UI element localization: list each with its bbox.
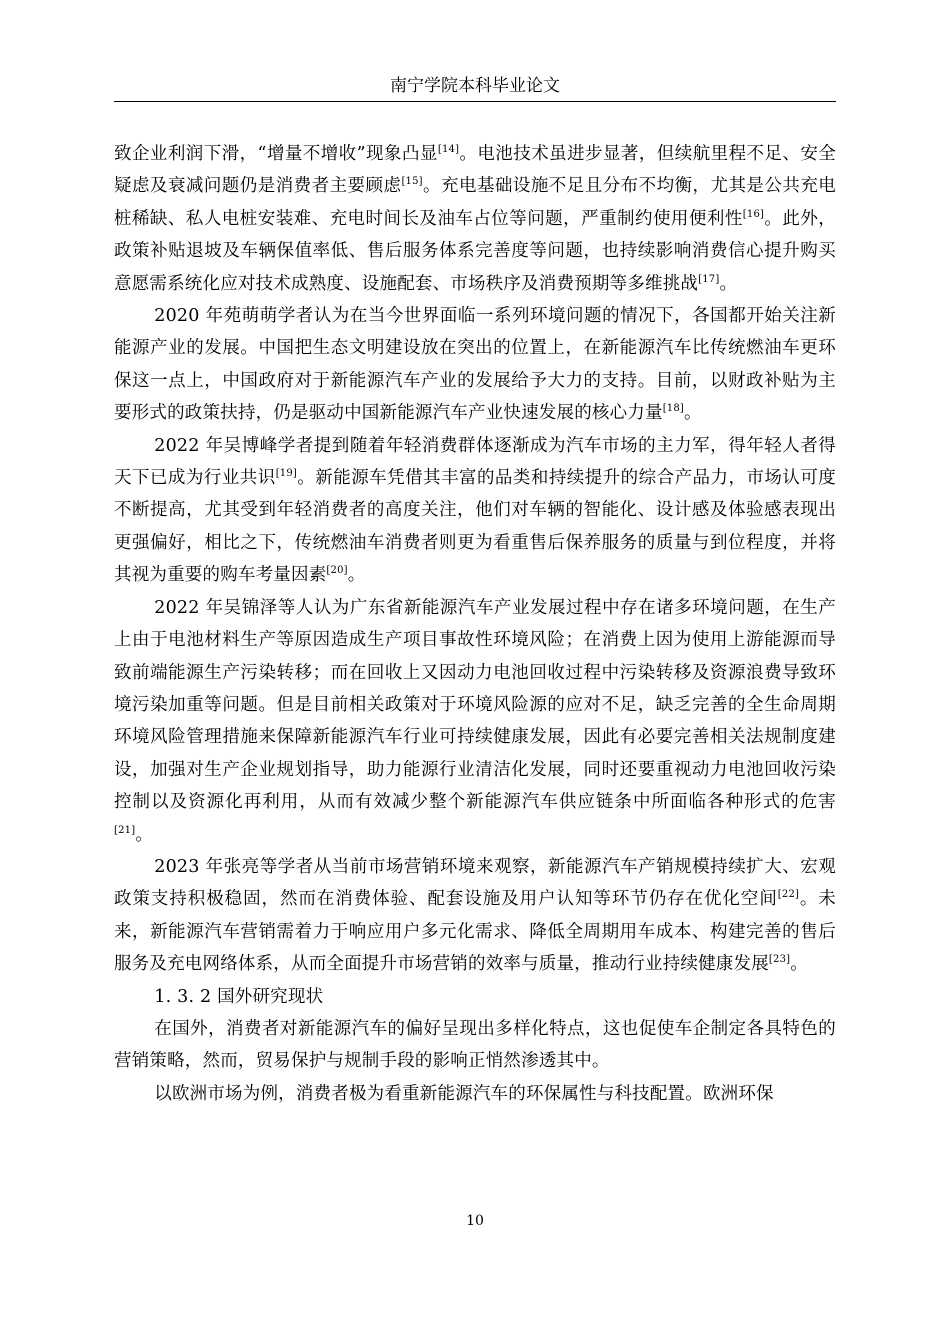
paragraph-text: 。充电基础设施不足且分布不均衡，尤其是公共充电桩稀缺、私人电桩安装难、充电时间长及油车占位等问题，严重制约使用便利性: [114, 176, 836, 229]
citation-ref: [17]: [698, 273, 720, 285]
document-body: [114, 138, 836, 1110]
body-paragraph: [114, 138, 836, 300]
paragraph-text: 2023 年张亮等学者从当前市场营销环境来观察，新能源汽车产销规模持续扩大、宏观政策支持积极稳固，然而在消费体验、配套设施及用户认知等环节仍存在优化空间: [114, 856, 836, 910]
header-rule: [114, 101, 836, 102]
paragraph-text: 。此外，政策补贴退坡及车辆保值率低、售后服务体系完善度等问题，也持续影响消费信心提升购买意愿需系统化应对技术成熟度、设施配套、市场秩序及消费预期等多维挑战: [114, 208, 836, 294]
paragraph-text: 2020 年苑萌萌学者认为在当今世界面临一系列环境问题的情况下，各国都开始关注新能源产业的发展。中国把生态文明建设放在突出的位置上，在新能源汽车比传统燃油车更环保这一点上，中国政府对于新能源汽车产业的发展给予大力的支持。目前，以财政补贴为主要形式的政策扶持，仍是驱动中国新能源汽车产业快速发展的核心力量: [114, 306, 836, 424]
paragraph-text: 致企业利润下滑，“增量不增收”现象凸显: [114, 144, 438, 164]
paragraph-text: 1. 3. 2 国外研究现状: [154, 986, 324, 1007]
paragraph-text: 。: [135, 824, 154, 845]
body-paragraph: [114, 1078, 836, 1110]
paragraph-text: 。: [684, 403, 702, 424]
citation-ref: [20]: [326, 565, 348, 577]
body-paragraph: [114, 430, 836, 592]
citation-ref: [18]: [662, 403, 685, 415]
citation-ref: [15]: [401, 176, 423, 188]
page-header: 南宁学院本科毕业论文: [390, 76, 560, 96]
paragraph-text: 。: [347, 565, 366, 586]
citation-ref: [19]: [275, 468, 298, 480]
paragraph-text: 2022 年吴锦泽等人认为广东省新能源汽车产业发展过程中存在诸多环境问题，在生产上由于电池材料生产等原因造成生产项目事故性环境风险；在消费上因为使用上游能源而导致前端能源生产污染转移；而在回收上又因动力电池回收过程中污染转移及资源浪费导致环境污染加重等问题。但是目前相关政策对于环境风险源的应对不足，缺乏完善的全生命周期环境风险管理措施来保障新能源汽车行业可持续健康发展，因此有必要完善相关法规制度建设，加强对生产企业规划指导，助力能源行业清洁化发展，同时还要重视动力电池回收污染控制以及资源化再利用，从而有效减少整个新能源汽车供应链条中所面临各种形式的危害: [114, 597, 836, 813]
paragraph-text: 。: [719, 273, 738, 294]
citation-ref: [23]: [768, 954, 791, 966]
citation-ref: [16]: [742, 208, 765, 220]
paragraph-text: 。未来，新能源汽车营销需着力于响应用户多元化需求、降低全周期用车成本、构建完善的售后服务及充电网络体系，从而全面提升市场营销的效率与质量，推动行业持续健康发展: [114, 889, 837, 975]
paragraph-text: 在国外，消费者对新能源汽车的偏好呈现出多样化特点，这也促使车企制定各具特色的营销策略，然而，贸易保护与规制手段的影响正悄然渗透其中。: [114, 1018, 836, 1072]
citation-ref: [21]: [114, 824, 136, 836]
citation-ref: [14]: [437, 144, 460, 155]
paragraph-text: 。新能源车凭借其丰富的品类和持续提升的综合产品力，市场认可度不断提高，尤其受到年轻消费者的高度关注，他们对车辆的智能化、设计感及体验感表现出更强偏好，相比之下，传统燃油车消费者则更为看重售后保养服务的质量与到位程度，并将其视为重要的购车考量因素: [114, 468, 836, 586]
section-heading: [114, 981, 836, 1013]
paragraph-text: 。电池技术虽进步显著，但续航里程不足、安全疑虑及衰减问题仍是消费者主要顾虑: [114, 144, 836, 197]
body-paragraph: [114, 851, 836, 981]
body-paragraph: [114, 300, 836, 430]
body-paragraph: [114, 592, 836, 851]
body-paragraph: [114, 1013, 836, 1078]
paragraph-text: 。: [790, 954, 808, 975]
citation-ref: [22]: [777, 889, 800, 901]
paragraph-text: 以欧洲市场为例，消费者极为看重新能源汽车的环保属性与科技配置。欧洲环保: [154, 1083, 774, 1104]
paragraph-text: 2022 年吴博峰学者提到随着年轻消费群体逐渐成为汽车市场的主力军，得年轻人者得天下已成为行业共识: [114, 435, 836, 489]
page-number: 10: [466, 1213, 484, 1229]
